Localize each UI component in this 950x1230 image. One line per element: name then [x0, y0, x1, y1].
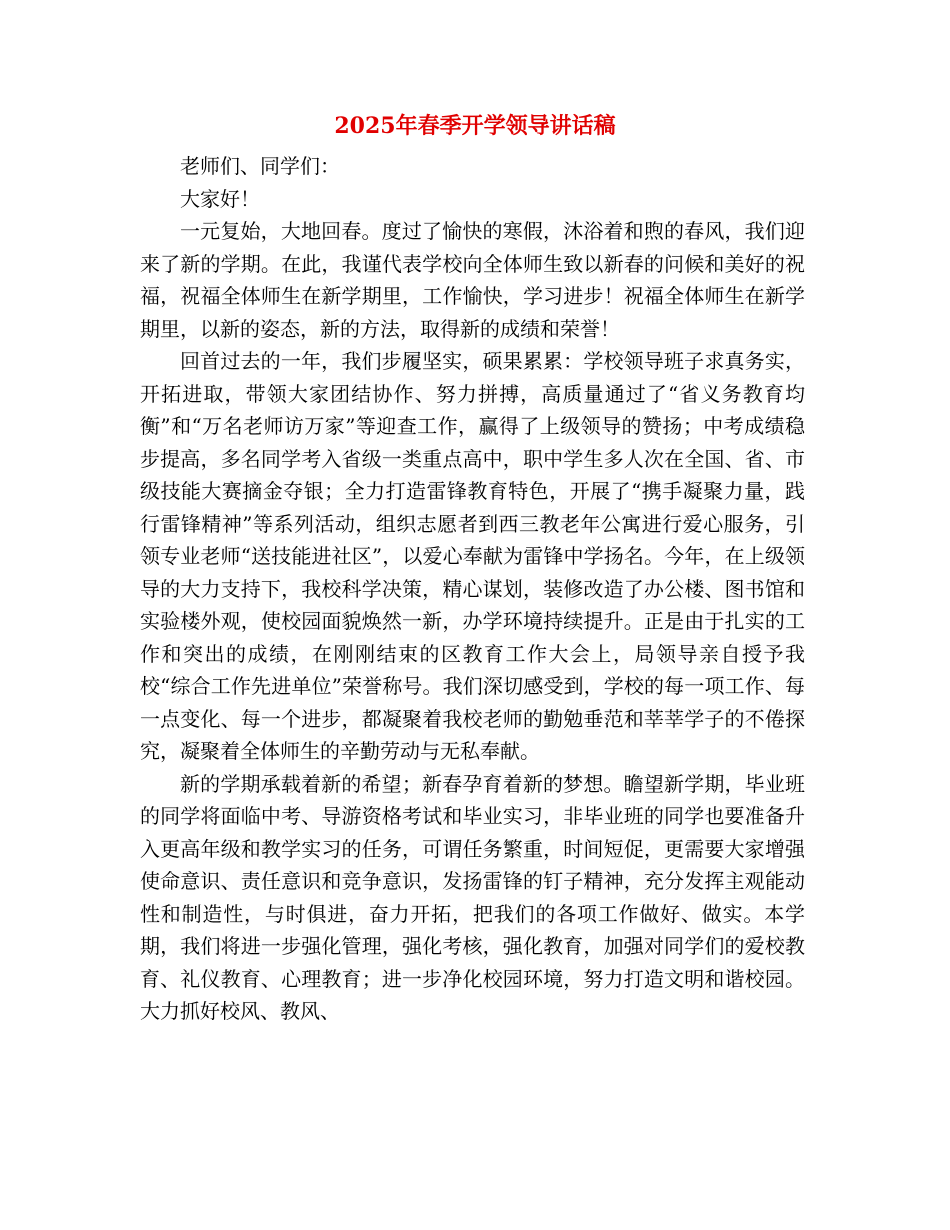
salutation: 老师们、同学们： [180, 154, 340, 178]
greeting: 大家好！ [180, 186, 260, 211]
document-title: 2025年春季开学领导讲话稿 [334, 113, 616, 139]
paragraph-review: 回首过去的一年，我们步履坚实，硕果累累：学校领导班子求真务实，开拓进取，带领大家团结协作、努力拼搏，高质量通过了“省义务教育均衡”和“万名老师访万家”等迎查工作，赢得了上级领导的赞扬；中考成绩稳步提高，多名同学考入省级一类重点高中，职中学生多人次在全国、省、市级技能大赛摘金夺银；全力打造雷锋教育特色，开展了“携手凝聚力量，践行雷锋精神”等系列活动，组织志愿者到西三教老年公寓进行爱心服务，引领专业老师“送技能进社区”，以爱心奉献为雷锋中学扬名。今年，在上级领导的大力支持下，我校科学决策，精心谋划，装修改造了办公楼、图书馆和实验楼外观，使校园面貌焕然一新，办学环境持续提升。正是由于扎实的工作和突出的成绩，在刚刚结束的区教育工作大会上，局领导亲自授予我校“综合工作先进单位”荣誉称号。我们深切感受到，学校的每一项工作、每一点变化、每一个进步，都凝聚着我校老师的勤勉垂范和莘莘学子的不倦探究，凝聚着全体师生的辛勤劳动与无私奉献。 [140, 349, 805, 763]
paragraph-opening: 一元复始，大地回春。度过了愉快的寒假，沐浴着和煦的春风，我们迎来了新的学期。在此，我谨代表学校向全体师生致以新春的问候和美好的祝福，祝福全体师生在新学期里，工作愉快，学习进步！祝福全体师生在新学期里，以新的姿态，新的方法，取得新的成绩和荣誉！ [140, 219, 805, 341]
document-body [140, 150, 805, 1028]
paragraph-new-semester: 新的学期承载着新的希望；新春孕育着新的梦想。瞻望新学期，毕业班的同学将面临中考、导游资格考试和毕业实习，非毕业班的同学也要准备升入更高年级和教学实习的任务，可谓任务繁重，时间短促，更需要大家增强使命意识、责任意识和竞争意识，发扬雷锋的钉子精神，充分发挥主观能动性和制造性，与时俱进，奋力开拓，把我们的各项工作做好、做实。本学期，我们将进一步强化管理，强化考核，强化教育，加强对同学们的爱校教育、礼仪教育、心理教育；进一步净化校园环境，努力打造文明和谐校园。大力抓好校风、教风、 [140, 771, 805, 1023]
